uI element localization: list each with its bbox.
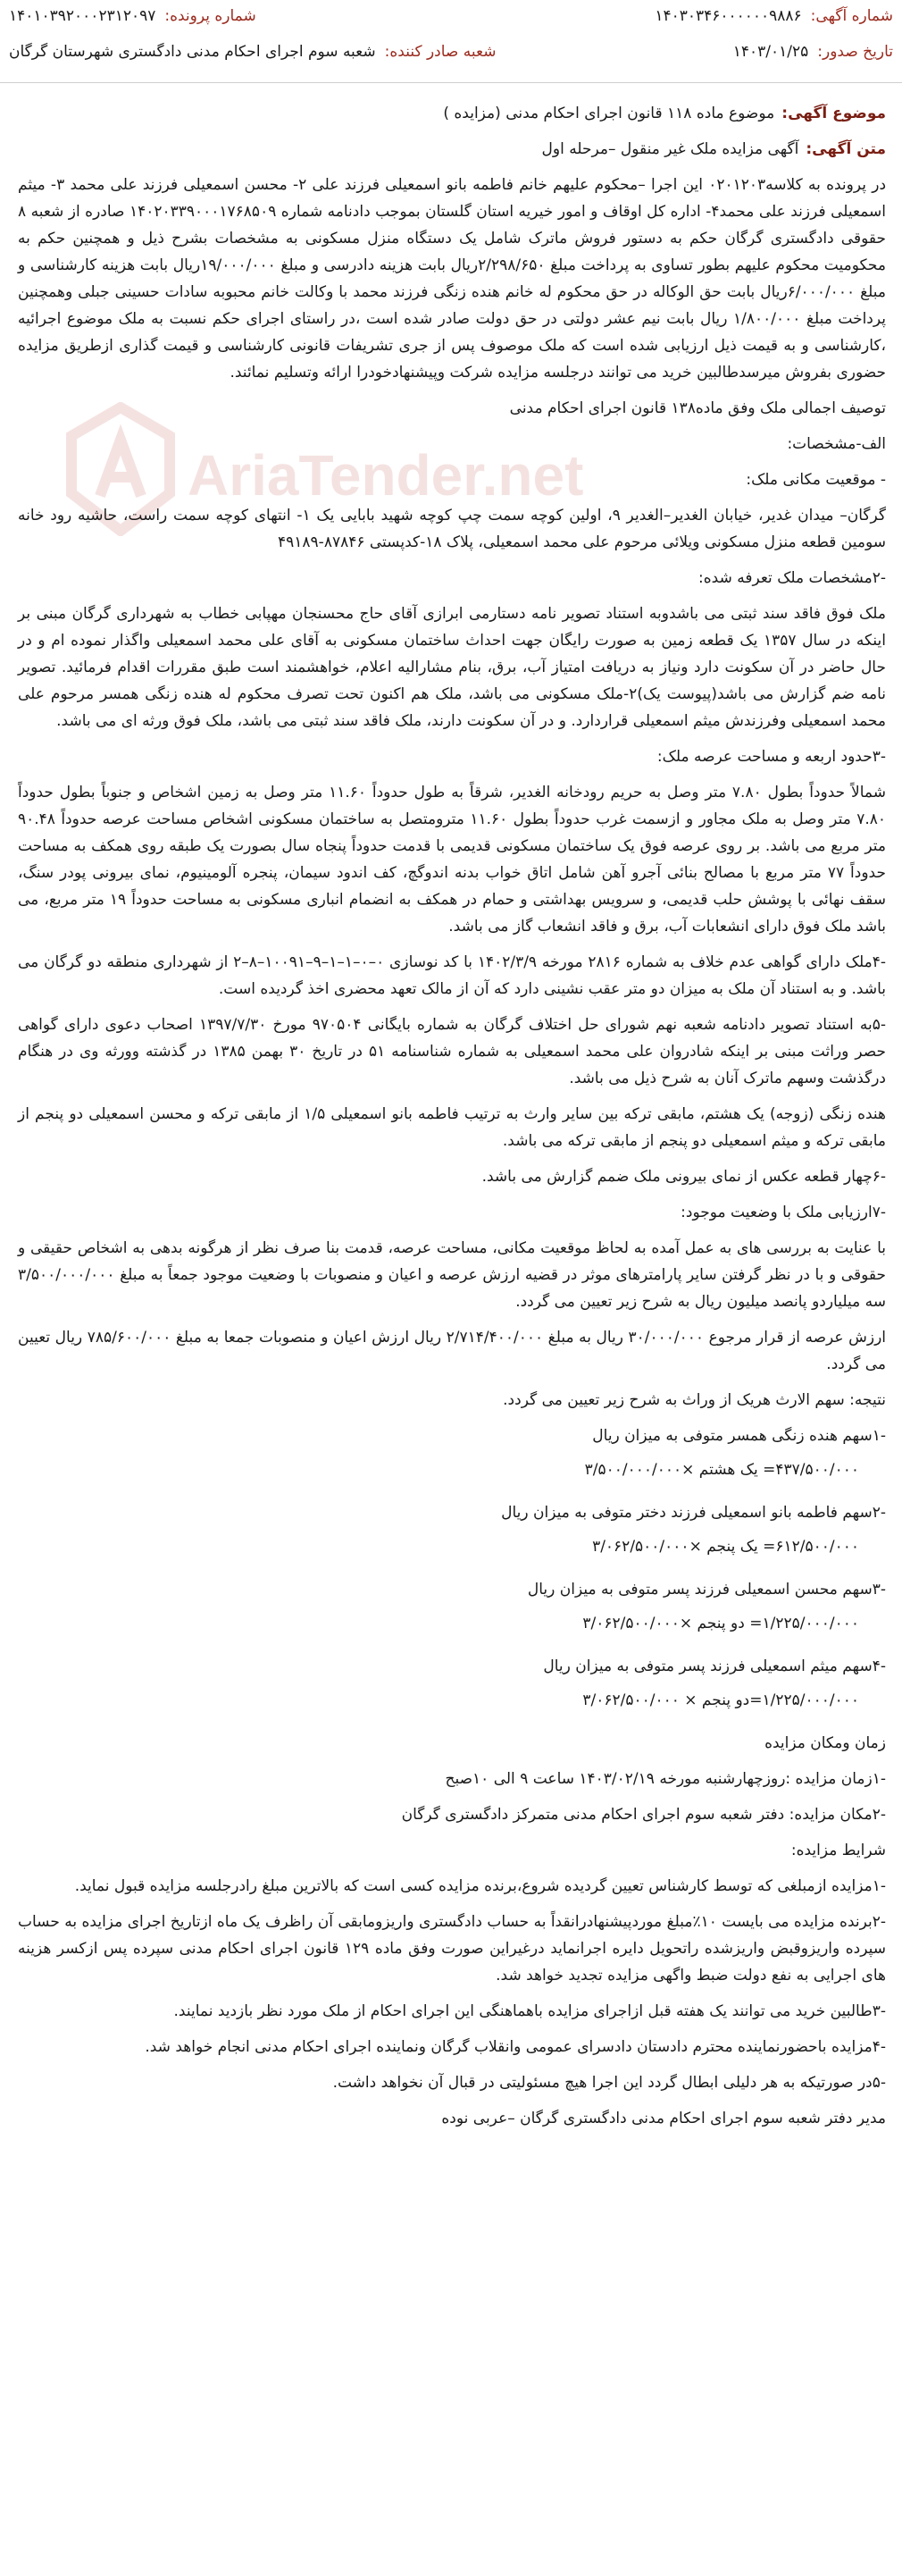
case-number-label: شماره پرونده:: [164, 7, 256, 25]
location-heading: - موقعیت مکانی ملک:: [746, 471, 886, 489]
body-title: آگهی مزایده ملک غیر منقول –مرحله اول: [541, 140, 799, 158]
condition-item: -۴مزایده باحضورنماینده محترم دادستان دادسرای عمومی وانقلاب گرگان ونماینده اجرای احکام مدنی انجام خواهد شد.: [145, 2038, 886, 2056]
condition-item: -۲برنده مزایده می بایست ۱۰٪مبلغ موردپیشنهادرانقداً به حساب دادگستری واریزومابقی آن راظرف یک ماه ازتاریخ اجرای مزایده به حساب سپرده واریزوقبض واریزشده راتحویل دایره اجرانماید درغیراین صورت وفق ماده ۱۲۹ قانون اجرای احکام مدنی سپرده پس ازکسر هزینه های اجرایی به نفع دولت ضبط واگهی مزایده تجدید خواهد شد.: [18, 1913, 886, 1984]
issuer-value: شعبه سوم اجرای احکام مدنی دادگستری شهرستان گرگان: [9, 43, 376, 61]
condition-item: -۵در صورتیکه به هر دلیلی ابطال گردد این اجرا هیچ مسئولیتی در قبال آن نخواهد داشت.: [332, 2074, 886, 2092]
share-label: -۳سهم محسن اسمعیلی فرزند پسر متوفی به میزان ریال: [527, 1581, 886, 1598]
condition-item: -۳طالبین خرید می توانند یک هفته قبل ازاجرای مزایده باهماهنگی این اجرای احکام از ملک مورد نظر بازدید نمایند.: [173, 2002, 886, 2020]
issuer: [9, 41, 496, 63]
share-label: -۲سهم فاطمه بانو اسمعیلی فرزند دختر متوفی به میزان ریال: [501, 1504, 886, 1522]
intro-paragraph: در پرونده به کلاسه۰۲۰۱۲۰۳ این اجرا –محکوم علیهم خانم فاطمه بانو اسمعیلی فرزند علی ۲- محسن اسمعیلی فرزند علی محمد ۳- میثم اسمعیلی فرزند علی محمد۴- اداره کل اوقاف و امور خیریه استان گلستان بموجب دادنامه شماره ۱۴۰۲۰۳۳۹۰۰۰۱۷۶۸۵۰۹ صادره از شعبه ۸ حقوقی دادگستری گرگان حکم به دستور فروش ماترک شامل یک دستگاه منزل مسکونی به مشخصات بشرح ذیل و همچنین حکم به محکومیت محکوم علیهم بطور تساوی به پرداخت مبلغ ۲/۲۹۸/۶۵۰ریال بابت هزینه دادرسی و مبلغ ۱۹/۰۰۰/۰۰۰ریال بابت هزینه کارشناسی و مبلغ ۶/۰۰۰/۰۰۰ریال بابت حق الوکاله در حق محکوم له خانم هنده زنگی فرزند محمد با وکالت خانم محبوبه سادات حسینی جبلی وهمچنین پرداخت مبلغ ۱/۸۰۰/۰۰۰ ریال بابت نیم عشر دولتی در حق دولت صادر شده است ،در راستای اجرای حکم نسبت به ملک موضوع اجرائیه ،کارشناسی و به قیمت ذیل ارزیابی شده است که ملک موصوف پس از جری تشریفات قانونی کارشناسی و قیمت گذاری ازطریق مزایده حضوری بفروش میرسدطالبین خرید می توانند درجلسه مزایده شرکت وپیشنهادخودرا ارائه وتسلیم نمائند.: [18, 176, 887, 382]
certificate-text: -۴ملک دارای گواهی عدم خلاف به شماره ۲۸۱۶ مورخه ۱۴۰۲/۳/۹ با کد نوسازی ۰–۰–۱–۱–۹–۱۰۰۹۱–۸–۲ از شهرداری منطقه دو گرگان می باشد. و به استناد آن ملک به میزان دو متر عقب نشینی دارد که آن از مالک تعهد محضری اخذ گردیده است.: [18, 953, 887, 998]
case-number-value: ۱۴۰۱۰۳۹۲۰۰۰۲۳۱۲۰۹۷: [9, 7, 156, 25]
property-text: ملک فوق فاقد سند ثبتی می باشدوبه استناد تصویر نامه دستارمی ابرازی آقای حاج محسنجان مهپابی خطاب به شهرداری گرگان مبنی بر اینکه در سال ۱۳۵۷ یک قطعه زمین به صورت رایگان جهت احداث ساختمان مسکونی به آقای علی محمد اسمعیلی واگذار نموده ام و در حال حاضر در آن سکونت دارد ونیاز به دریافت امتیاز آب، برق، بنام مشارالیه اعلام، خواهشمند است طبق مقررات اقدام فرمائید. تصویر نامه ضم گزارش می باشد(پیوست یک)۲-ملک مسکونی می باشد، ملک هم اکنون تحت تصرف محکوم له هنده زنگی همسر مرحوم علی محمد اسمعیلی وفرزندش میثم اسمعیلی قراردارد. و در آن سکونت دارند، ملک فاقد سند ثبتی می باشد، ملک فوق ورثه ای می باشد.: [18, 605, 886, 730]
subject-line: [18, 100, 886, 127]
issuer-label: شعبه صادر کننده:: [384, 43, 497, 61]
valuation-heading: -۷ارزیابی ملک با وضعیت موجود:: [681, 1204, 886, 1221]
share-calc: ۴۳۷/۵۰۰/۰۰۰= یک هشتم ×۳/۵۰۰/۰۰۰/۰۰۰: [584, 1461, 859, 1479]
share-calc: ۱/۲۲۵/۰۰۰/۰۰۰= دو پنجم ×۳/۰۶۲/۵۰۰/۰۰۰: [582, 1615, 859, 1632]
conditions-heading: شرایط مزایده:: [790, 1842, 886, 1859]
watermark-text: AriaTender.net: [188, 443, 584, 508]
result-heading: نتیجه: سهم الارث هریک از وراث به شرح زیر تعیین می گردد.: [503, 1391, 886, 1409]
issue-date-label: تاریخ صدور:: [817, 43, 893, 61]
issue-date: [733, 41, 893, 63]
header-divider: [0, 82, 902, 83]
ad-number-value: ۱۴۰۳۰۳۴۶۰۰۰۰۰۰۹۸۸۶: [655, 7, 802, 25]
share-label: -۴سهم میثم اسمعیلی فرزند پسر متوفی به میزان ریال: [543, 1657, 886, 1675]
valuation-text: با عنایت به بررسی های به عمل آمده به لحاظ موقعیت مکانی، مساحت عرصه، قدمت بنا صرف نظر از هرگونه بدهی به اشخاص حقیقی و حقوقی و با در نظر گرفتن سایر پارامترهای موثر در قضیه ارزش عرصه و اعیان و منصوبات با وضعیت موجود جمعاً به مبلغ ۳/۵۰۰/۰۰۰/۰۰۰ سه میلیاردو پانصد میلیون ریال به شرح زیر تعیین می گردد.: [18, 1239, 886, 1311]
ad-number-label: شماره آگهی:: [810, 7, 893, 25]
case-number: [9, 5, 256, 27]
property-heading: -۲مشخصات ملک تعرفه شده:: [698, 569, 886, 587]
boundaries-heading: -۳حدود اربعه و مساحت عرصه ملک:: [656, 748, 886, 766]
shares-list: [18, 1422, 886, 1714]
share-label: -۱سهم هنده زنگی همسر متوفی به میزان ریال: [592, 1427, 886, 1445]
photos-text: -۶چهار قطعه عکس از نمای بیرونی ملک ضمم گزارش می باشد.: [481, 1168, 886, 1186]
subject-text: موضوع ماده ۱۱۸ قانون اجرای احکام مدنی (مزایده ): [443, 105, 775, 122]
subject-label: موضوع آگهی:: [781, 105, 886, 122]
auction-place: -۲مکان مزایده: دفتر شعبه سوم اجرای احکام مدنی متمرکز دادگستری گرگان: [401, 1806, 886, 1824]
issue-date-value: ۱۴۰۳/۰۱/۲۵: [732, 43, 809, 61]
body-title-line: [18, 136, 886, 163]
ad-number: [655, 5, 893, 27]
heirs-text: هنده زنگی (زوجه) یک هشتم، مابقی ترکه بین سایر وارث به ترتیب فاطمه بانو اسمعیلی ۱/۵ از مابقی ترکه و محسن اسمعیلی دو پنجم از مابقی ترکه و میثم اسمعیلی دو پنجم از مابقی ترکه می باشد.: [18, 1105, 886, 1150]
condition-item: -۱مزایده ازمبلغی که توسط کارشناس تعیین گردیده شروع،برنده مزایده کسی است که بالاترین مبلغ رادرجلسه مزایده قبول نماید.: [74, 1877, 886, 1895]
verdict-text: -۵به استناد تصویر دادنامه شعبه نهم شورای حل اختلاف گرگان به شماره بایگانی ۹۷۰۵۰۴ مورخ ۱۳۹۷/۷/۳۰ اصحاب دعوی دارای گواهی حصر وراثت مبنی بر اینکه شادروان علی محمد اسمعیلی به شماره شناسنامه ۵۱ در تاریخ ۳۰ بهمن ۱۳۸۵ در گذشته وورثه وی در هنگام درگذشت وسهم ماترک آنان به شرح ذیل می باشد.: [18, 1016, 887, 1087]
auction-time: -۱زمان مزایده :روزچهارشنبه مورخه ۱۴۰۳/۰۲/۱۹ ساعت ۹ الی ۱۰صبح: [445, 1770, 886, 1788]
location-text: گرگان– میدان غدیر، خیابان الغدیر–الغدیر ۹، اولین کوچه سمت چپ کوچه شهید بابایی یک ۱- انتهای کوچه سمت راست، حاشیه رود خانه سومین قطعه منزل مسکونی ویلائی مرحوم علی محمد اسمعیلی، پلاک ۱۸-کدپستی ۸۷۸۴۶-۴۹۱۸۹: [18, 507, 886, 551]
body-label: متن آگهی:: [806, 140, 886, 158]
value-breakdown: ارزش عرصه از قرار مرجوع ۳۰/۰۰۰/۰۰۰ ریال به مبلغ ۲/۷۱۴/۴۰۰/۰۰۰ ریال ارزش اعیان و منصوبات جمعا به مبلغ ۷۸۵/۶۰۰/۰۰۰ ریال تعیین می گردد.: [18, 1329, 886, 1373]
auction-heading: زمان ومکان مزایده: [764, 1734, 886, 1752]
share-calc: ۱/۲۲۵/۰۰۰/۰۰۰=دو پنجم × ۳/۰۶۲/۵۰۰/۰۰۰: [582, 1691, 859, 1709]
signature: مدیر دفتر شعبه سوم اجرای احکام مدنی دادگستری گرگان –عربی نوده: [441, 2110, 886, 2127]
alef-heading: الف-مشخصات:: [787, 435, 886, 453]
boundaries-text: شمالاً حدوداً بطول ۷.۸۰ متر وصل به حریم رودخانه الغدیر، شرقاً به طول حدوداً ۱۱.۶۰ متر وصل به زمین اشخاص و جنوباً بطول حدوداً ۷.۸۰ متر وصل به ملک مجاور و ازسمت غرب حدوداً بطول ۱۱.۶۰ مترومتصل به ساختمان مسکونی اشخاص مساحت عرصه حدوداً ۹۰.۴۸ متر مربع می باشد. بر روی عرصه فوق یک ساختمان مسکونی قدیمی با قدمت حدوداً پنجاه سال بصورت یک طبقه روی همکف به مساحت حدوداً ۷۷ متر مربع با مصالح بنائی آجرو آهن شامل اتاق خواب بدنه اندوگچ، کف اندود سیمان، پنجره آلومینیوم، نمای بیرونی پودر سنگ، سقف نهائی با پوشش حلب قدیمی، و سرویس بهداشتی و حمام در همکف به انضمام انباری مسکونی به مساحت حدوداً ۱۹ متر مربع، می باشد ملک فوق دارای انشعابات آب، برق و فاقد انشعاب گاز می باشد.: [18, 784, 887, 936]
notice-content: [18, 100, 886, 2141]
share-calc: ۶۱۲/۵۰۰/۰۰۰= یک پنجم ×۳/۰۶۲/۵۰۰/۰۰۰: [592, 1538, 859, 1556]
summary-heading: توصیف اجمالی ملک وفق ماده۱۳۸ قانون اجرای احکام مدنی: [509, 399, 886, 417]
